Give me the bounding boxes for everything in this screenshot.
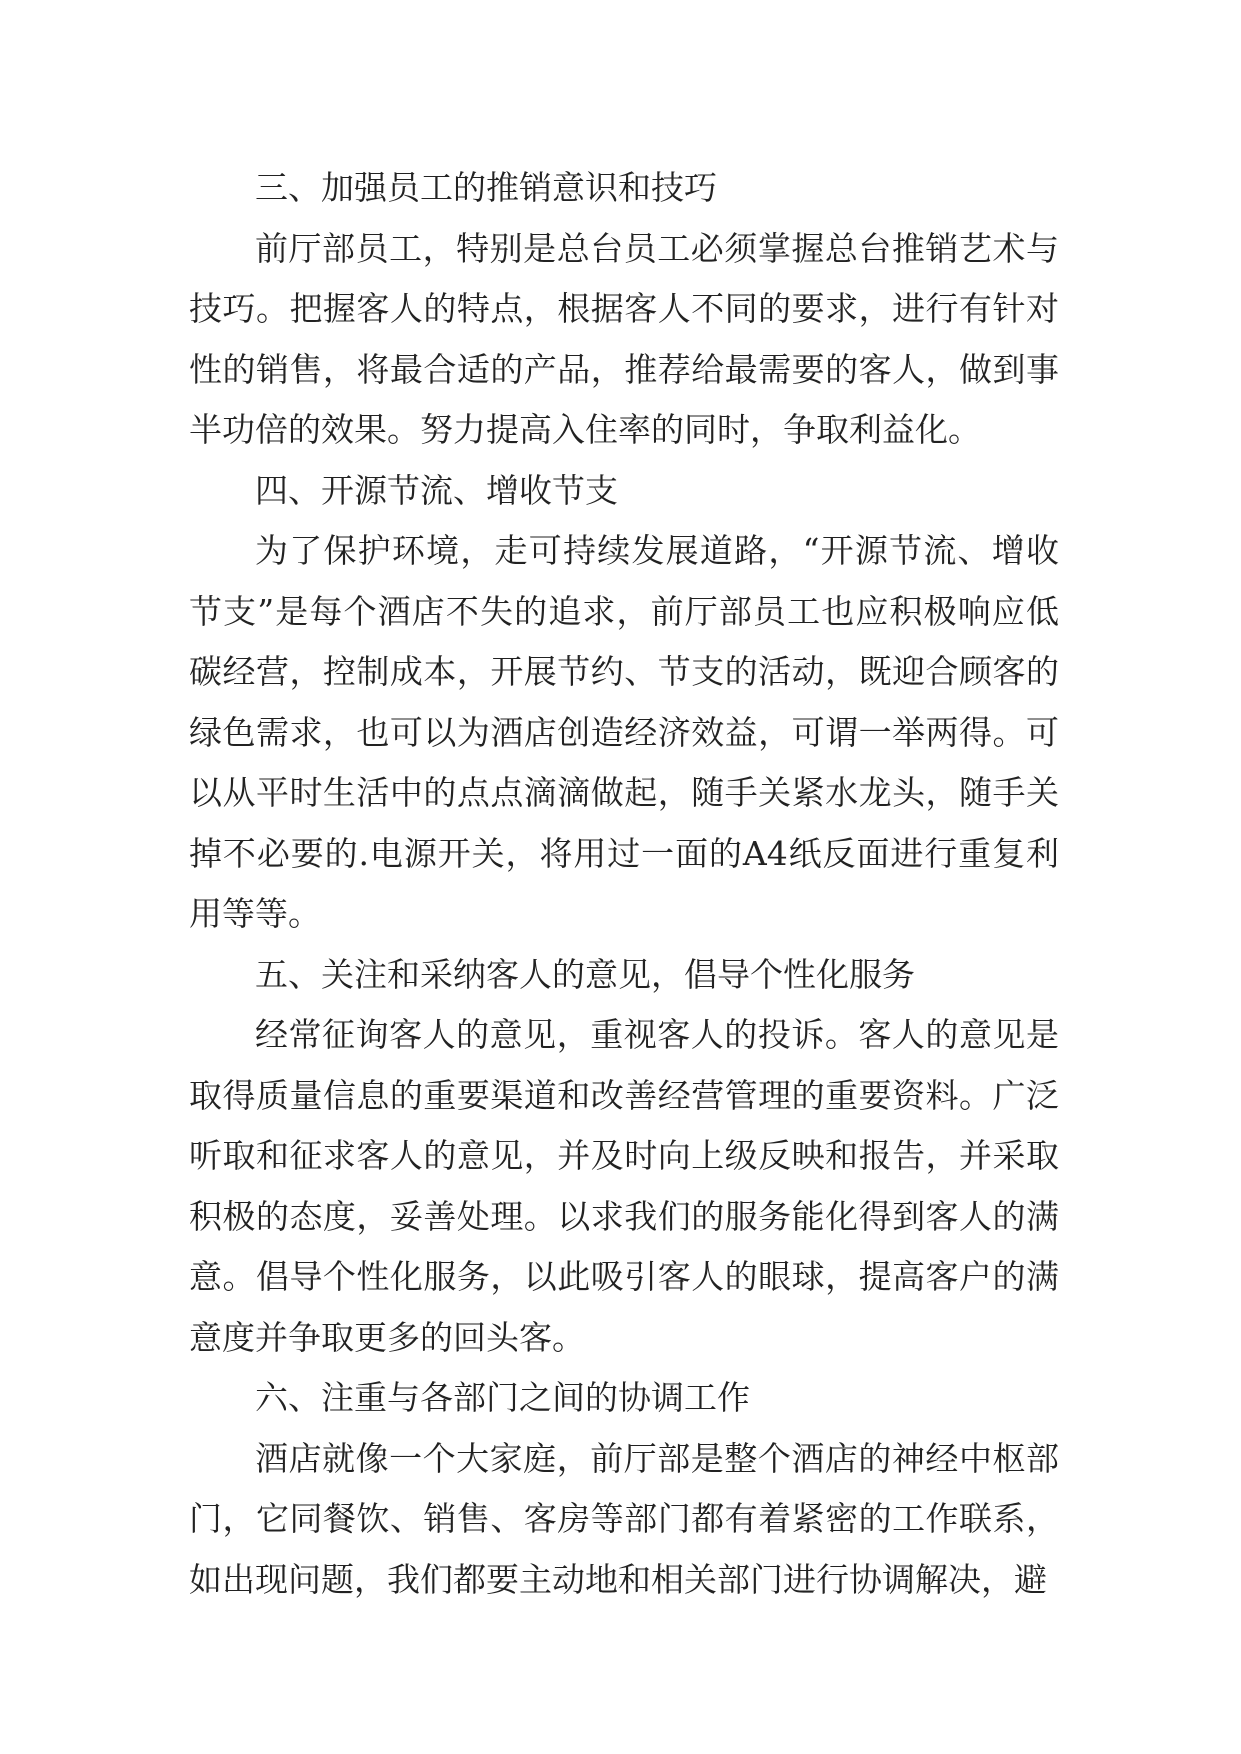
section-paragraph-5: 经常征询客人的意见，重视客人的投诉。客人的意见是取得质量信息的重要渠道和改善经营管理的重要资料。广泛听取和征求客人的意见，并及时向上级反映和报告，并采取积极的态度，妥善处理。以求我们的服务能化得到客人的满意。倡导个性化服务，以此吸引客人的眼球，提高客户的满意度并争取更多的回头客。 <box>189 1015 1059 1357</box>
document-body <box>189 158 1059 1610</box>
section-paragraph-6: 酒店就像一个大家庭，前厅部是整个酒店的神经中枢部门，它同餐饮、销售、客房等部门都有着紧密的工作联系，如出现问题，我们都要主动地和相关部门进行协调解决，避 <box>189 1438 1059 1599</box>
section-paragraph-4: 为了保护环境，走可持续发展道路，“开源节流、增收节支”是每个酒店不失的追求，前厅部员工也应积极响应低碳经营，控制成本，开展节约、节支的活动，既迎合顾客的绿色需求，也可以为酒店创造经济效益，可谓一举两得。可以从平时生活中的点点滴滴做起，随手关紧水龙头，随手关掉不必要的.电源开关，将用过一面的A4纸反面进行重复利用等等。 <box>189 531 1059 933</box>
section-heading-6: 六、注重与各部门之间的协调工作 <box>255 1378 750 1417</box>
section-heading-3: 三、加强员工的推销意识和技巧 <box>255 168 717 207</box>
section-heading-5: 五、关注和采纳客人的意见，倡导个性化服务 <box>255 954 915 994</box>
section-paragraph-3: 前厅部员工，特别是总台员工必须掌握总台推销艺术与技巧。把握客人的特点，根据客人不同的要求，进行有针对性的销售，将最合适的产品，推荐给最需要的客人，做到事半功倍的效果。努力提高入住率的同时，争取利益化。 <box>189 228 1059 449</box>
section-heading-4: 四、开源节流、增收节支 <box>255 470 618 510</box>
